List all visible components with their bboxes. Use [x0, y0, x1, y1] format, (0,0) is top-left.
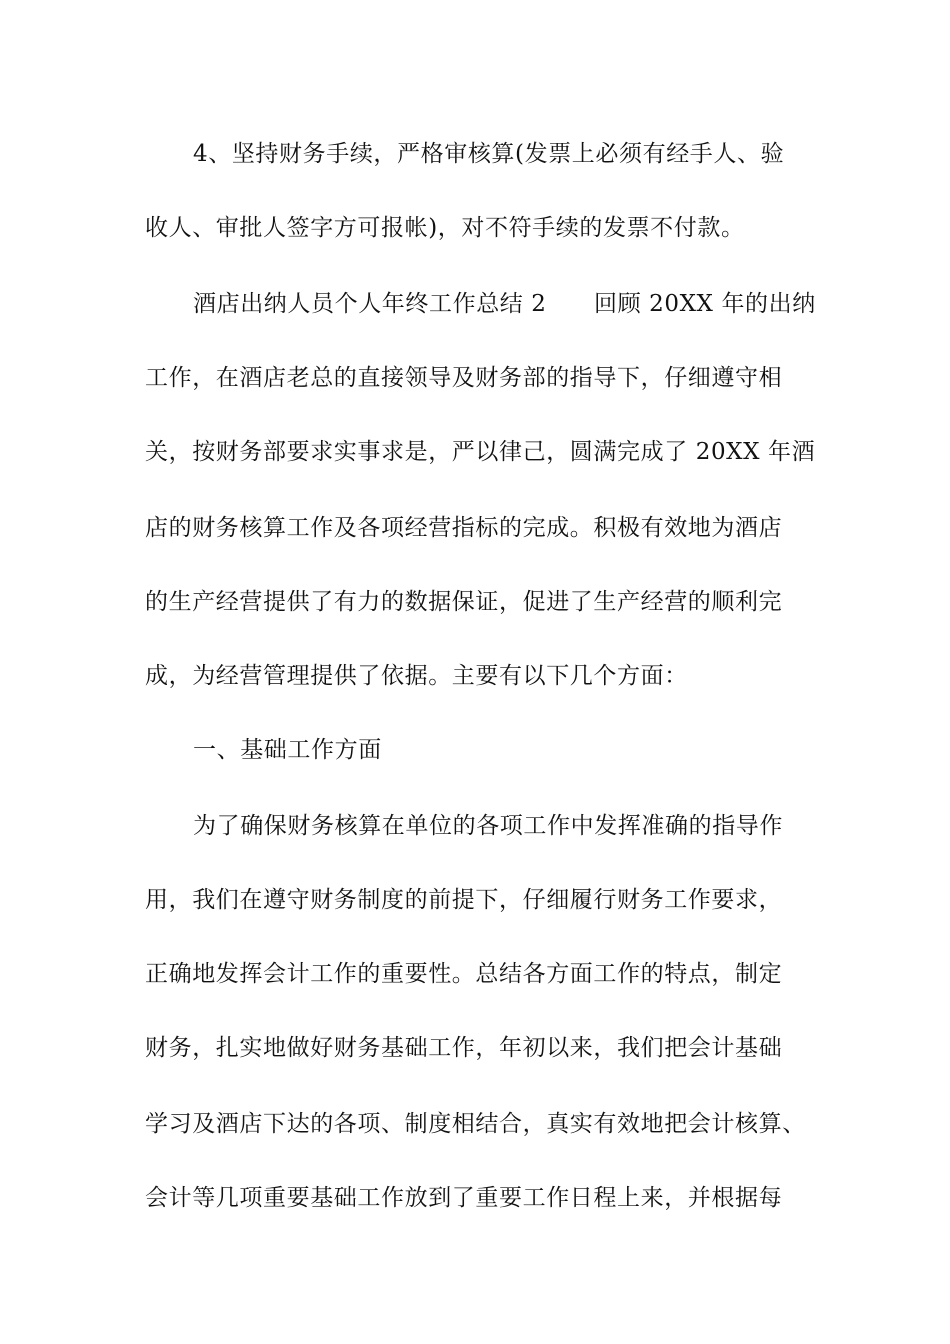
text-line-11: 用，我们在遵守财务制度的前提下，仔细履行财务工作要求，: [145, 887, 783, 913]
text-line-4: 工作，在酒店老总的直接领导及财务部的指导下，仔细遵守相: [145, 365, 783, 391]
text-line-2: 收人、审批人签字方可报帐)，对不符手续的发票不付款。: [145, 215, 745, 241]
text-line-6: 店的财务核算工作及各项经营指标的完成。积极有效地为酒店: [145, 515, 783, 541]
text-line-12: 正确地发挥会计工作的重要性。总结各方面工作的特点，制定: [145, 961, 783, 987]
text-line-3: 酒店出纳人员个人年终工作总结 2 回顾 20XX 年的出纳: [193, 291, 816, 317]
text-line-1: 4、坚持财务手续，严格审核算(发票上必须有经手人、验: [193, 141, 785, 167]
text-line-10: 为了确保财务核算在单位的各项工作中发挥准确的指导作: [193, 813, 783, 839]
text-line-5: 关，按财务部要求实事求是，严以律己，圆满完成了 20XX 年酒: [145, 439, 816, 465]
text-line-13: 财务，扎实地做好财务基础工作，年初以来，我们把会计基础: [145, 1035, 783, 1061]
text-line-15: 会计等几项重要基础工作放到了重要工作日程上来，并根据每: [145, 1185, 783, 1211]
section-heading: 一、基础工作方面: [193, 737, 382, 763]
text-line-8: 成，为经营管理提供了依据。主要有以下几个方面：: [145, 663, 688, 689]
text-line-7: 的生产经营提供了有力的数据保证，促进了生产经营的顺利完: [145, 589, 783, 615]
text-line-14: 学习及酒店下达的各项、制度相结合，真实有效地把会计核算、: [145, 1111, 806, 1137]
